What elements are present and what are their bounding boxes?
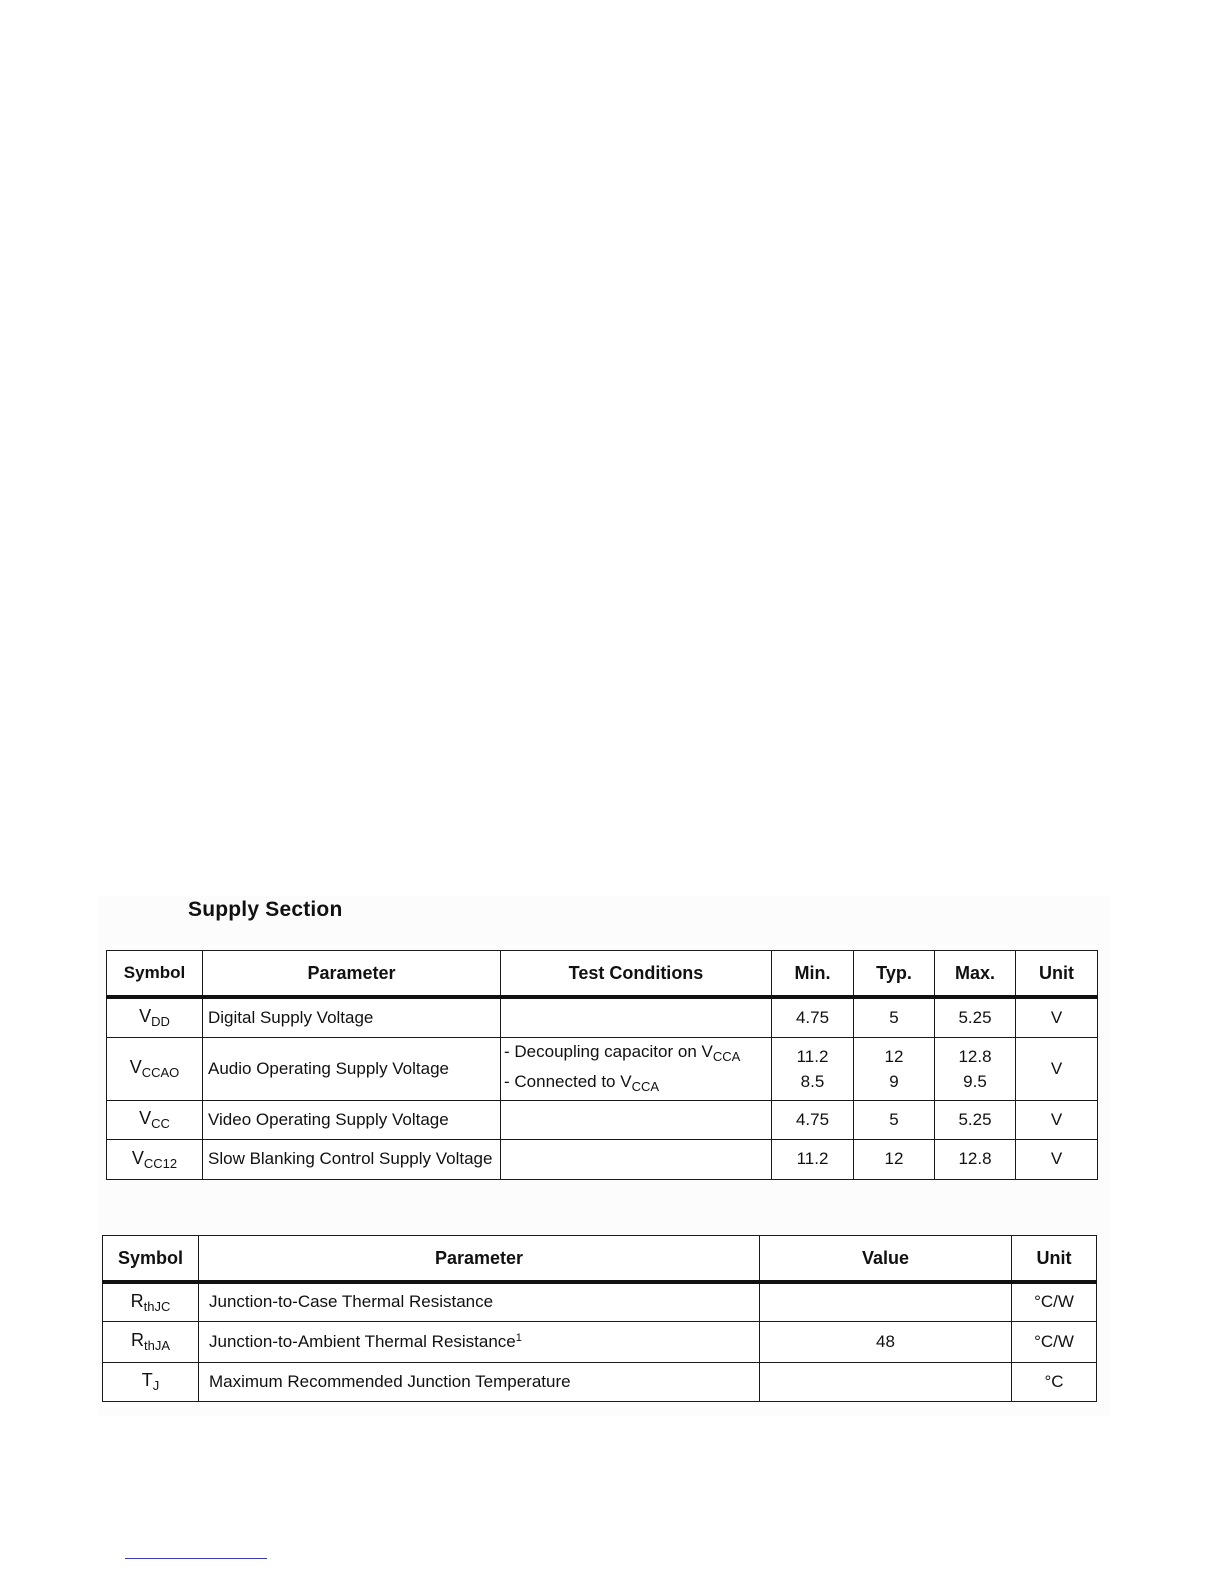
unit-cell: °C/W [1012, 1321, 1097, 1362]
header-test-conditions: Test Conditions [501, 951, 772, 998]
max-value: 12.8 [958, 1046, 992, 1066]
symbol-letter: V [131, 1147, 144, 1168]
symbol-letter: V [139, 1108, 152, 1128]
symbol-subscript: CC [151, 1116, 170, 1131]
header-symbol: Symbol [107, 951, 203, 998]
header-unit: Unit [1012, 1236, 1097, 1283]
max-cell [935, 1037, 1016, 1100]
symbol-letter: V [139, 1006, 152, 1027]
typ-cell [854, 1037, 935, 1100]
unit-cell: V [1016, 997, 1098, 1037]
unit-cell: V [1016, 1100, 1098, 1139]
symbol-cell [103, 1362, 199, 1401]
symbol-cell [107, 1037, 203, 1100]
header-value: Value [760, 1236, 1012, 1283]
parameter-cell: Junction-to-Case Thermal Resistance [199, 1282, 760, 1321]
symbol-subscript: thJA [143, 1338, 170, 1353]
symbol-subscript: CC12 [143, 1155, 178, 1171]
min-value: 11.2 [796, 1046, 829, 1066]
thermal-data-table [102, 1235, 1097, 1402]
supply-section-table [106, 950, 1098, 1180]
table-row [107, 1100, 1098, 1139]
typ-value: 9 [889, 1071, 899, 1091]
max-cell: 5.25 [935, 1100, 1016, 1139]
header-unit: Unit [1016, 951, 1098, 998]
min-cell: 11.2 [772, 1139, 854, 1179]
condition-subscript: CCA [712, 1048, 741, 1064]
header-min: Min. [772, 951, 854, 998]
typ-cell: 5 [854, 997, 935, 1037]
footnote-marker: 1 [515, 1331, 522, 1344]
parameter-cell: Audio Operating Supply Voltage [203, 1037, 501, 1100]
symbol-subscript: J [152, 1378, 160, 1393]
symbol-cell [103, 1282, 199, 1321]
symbol-cell [107, 997, 203, 1037]
header-parameter: Parameter [203, 951, 501, 998]
parameter-text: Junction-to-Ambient Thermal Resistance [209, 1331, 516, 1351]
min-value: 8.5 [800, 1071, 825, 1091]
table-header-row [107, 951, 1098, 998]
condition-text: - Decoupling capacitor on V [504, 1041, 713, 1061]
typ-cell: 12 [854, 1139, 935, 1179]
max-cell: 5.25 [935, 997, 1016, 1037]
table-row [107, 997, 1098, 1037]
symbol-letter: T [141, 1370, 153, 1390]
max-value: 9.5 [963, 1071, 987, 1091]
symbol-subscript: DD [151, 1014, 170, 1030]
section-title: Supply Section [188, 898, 343, 921]
table-row [103, 1321, 1097, 1362]
condition-text: - Connected to V [504, 1071, 632, 1091]
header-typ: Typ. [854, 951, 935, 998]
symbol-subscript: thJC [143, 1298, 171, 1314]
table-header-row [103, 1236, 1097, 1283]
min-cell [772, 1037, 854, 1100]
typ-value: 12 [884, 1046, 904, 1066]
header-max: Max. [935, 951, 1016, 998]
table-row [103, 1282, 1097, 1321]
parameter-cell: Maximum Recommended Junction Temperature [199, 1362, 760, 1401]
table-row [107, 1037, 1098, 1100]
parameter-cell [199, 1321, 760, 1362]
conditions-cell [501, 1037, 772, 1100]
min-cell: 4.75 [772, 997, 854, 1037]
value-cell [760, 1362, 1012, 1401]
unit-cell: V [1016, 1139, 1098, 1179]
unit-cell: V [1016, 1037, 1098, 1100]
typ-cell: 5 [854, 1100, 935, 1139]
symbol-letter: R [130, 1290, 144, 1311]
header-symbol: Symbol [103, 1236, 199, 1283]
value-cell: 48 [760, 1321, 1012, 1362]
parameter-cell: Digital Supply Voltage [203, 997, 501, 1037]
condition-line [504, 1039, 771, 1069]
condition-line [504, 1069, 771, 1099]
symbol-cell [107, 1139, 203, 1179]
conditions-cell [501, 997, 772, 1037]
symbol-cell [103, 1321, 199, 1362]
header-parameter: Parameter [199, 1236, 760, 1283]
symbol-letter: R [130, 1330, 144, 1350]
parameter-cell: Video Operating Supply Voltage [203, 1100, 501, 1139]
condition-subscript: CCA [631, 1078, 660, 1094]
conditions-cell [501, 1139, 772, 1179]
symbol-subscript: CCAO [141, 1065, 180, 1080]
min-cell: 4.75 [772, 1100, 854, 1139]
footnote-separator [125, 1558, 267, 1559]
conditions-cell [501, 1100, 772, 1139]
parameter-cell: Slow Blanking Control Supply Voltage [203, 1139, 501, 1179]
value-cell [760, 1282, 1012, 1321]
table-row [107, 1139, 1098, 1179]
unit-cell: °C/W [1012, 1282, 1097, 1321]
max-cell: 12.8 [935, 1139, 1016, 1179]
symbol-letter: V [129, 1057, 142, 1077]
symbol-cell [107, 1100, 203, 1139]
table-row [103, 1362, 1097, 1401]
unit-cell: °C [1012, 1362, 1097, 1401]
